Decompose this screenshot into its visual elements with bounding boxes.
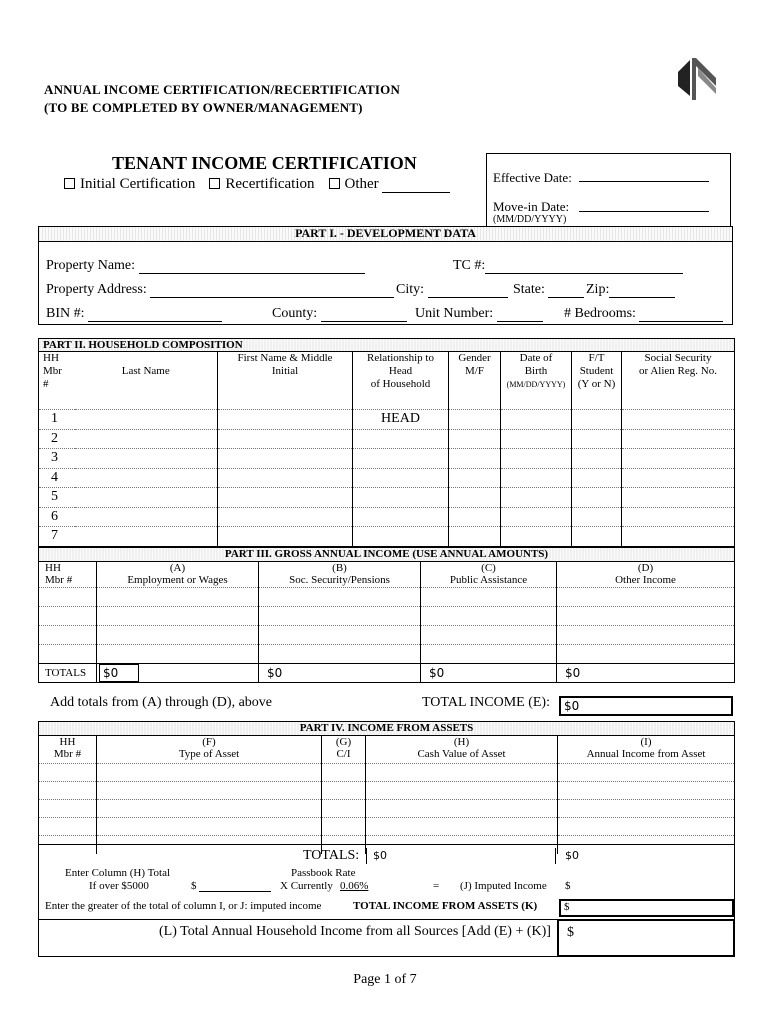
equals-sign: = <box>433 880 440 892</box>
currently-label: X Currently <box>280 880 333 892</box>
ssn-cell[interactable] <box>622 429 735 449</box>
total-c-field[interactable]: $0 <box>429 666 445 680</box>
employment-cell[interactable] <box>97 645 259 664</box>
col-a-label: Employment or Wages <box>127 574 228 586</box>
annual-income-cell[interactable] <box>558 782 735 800</box>
annual-income-cell[interactable] <box>558 764 735 782</box>
col-relationship <box>353 352 449 410</box>
annual-income-cell[interactable] <box>558 818 735 836</box>
last-name-cell[interactable] <box>75 488 218 508</box>
annual-income-cell[interactable] <box>558 800 735 818</box>
if-over-label: If over $5000 <box>89 880 149 892</box>
zip-field[interactable] <box>609 282 675 298</box>
col-hh-line1: HH <box>43 352 59 364</box>
dob-cell[interactable] <box>501 410 572 430</box>
col-c-label: Public Assistance <box>449 574 528 586</box>
public-assistance-cell[interactable] <box>421 626 557 645</box>
first-name-cell[interactable] <box>218 507 353 527</box>
ssn-cell[interactable] <box>622 468 735 488</box>
col-employment <box>97 562 259 588</box>
col-f-label: Type of Asset <box>178 748 240 760</box>
ssn-cell[interactable] <box>622 410 735 430</box>
student-cell[interactable] <box>572 507 622 527</box>
col-hh-mbr <box>39 352 75 410</box>
asset-row <box>39 800 735 818</box>
total-household-income-row <box>38 919 735 957</box>
dob-cell[interactable] <box>501 449 572 469</box>
cash-value-cell[interactable] <box>366 764 558 782</box>
last-name-cell[interactable] <box>75 429 218 449</box>
income-row <box>39 626 735 645</box>
col-b-label: Soc. Security/Pensions <box>289 574 390 586</box>
student-cell[interactable] <box>572 449 622 469</box>
other-income-cell[interactable] <box>557 626 735 645</box>
effective-date-field[interactable] <box>579 168 709 182</box>
public-assistance-cell[interactable] <box>421 645 557 664</box>
ci-cell[interactable] <box>322 818 366 836</box>
row-number: 2 <box>39 429 75 449</box>
gender-cell[interactable] <box>449 449 501 469</box>
ci-cell[interactable] <box>322 782 366 800</box>
public-assistance-cell[interactable] <box>421 607 557 626</box>
relationship-cell[interactable] <box>353 449 449 469</box>
other-income-cell[interactable] <box>557 645 735 664</box>
property-address-field[interactable] <box>150 282 394 298</box>
bin-field[interactable] <box>88 306 222 322</box>
household-composition-table <box>38 338 735 547</box>
add-totals-instruction: Add totals from (A) through (D), above <box>50 695 273 710</box>
col-hh-line1: HH <box>45 562 61 574</box>
asset-row <box>39 764 735 782</box>
agency-logo-icon <box>676 56 718 100</box>
assets-totals-section <box>38 844 735 919</box>
asset-row <box>39 782 735 800</box>
tc-field[interactable] <box>485 258 683 274</box>
city-field[interactable] <box>428 282 508 298</box>
student-cell[interactable] <box>572 488 622 508</box>
part4-title: PART IV. INCOME FROM ASSETS <box>39 722 735 736</box>
city-label: City: <box>396 282 425 297</box>
initial-certification-option[interactable] <box>64 176 195 193</box>
property-name-field[interactable] <box>139 258 365 274</box>
other-checkbox[interactable] <box>329 178 340 189</box>
dates-box <box>486 153 731 227</box>
col-other-income <box>557 562 735 588</box>
soc-security-cell[interactable] <box>259 607 421 626</box>
relationship-cell[interactable] <box>353 507 449 527</box>
dob-cell[interactable] <box>501 468 572 488</box>
unit-number-row <box>415 306 543 322</box>
gender-cell[interactable] <box>449 507 501 527</box>
household-row <box>39 449 735 469</box>
other-field[interactable] <box>382 179 450 193</box>
household-row <box>39 410 735 430</box>
county-label: County: <box>272 306 318 321</box>
employment-cell[interactable] <box>97 607 259 626</box>
income-row <box>39 607 735 626</box>
col-hh-line3: # <box>43 378 49 390</box>
hh-mbr-cell[interactable] <box>39 764 97 782</box>
col-b-letter: (B) <box>332 562 347 574</box>
gender-cell[interactable] <box>449 488 501 508</box>
first-name-cell[interactable] <box>218 468 353 488</box>
col-c-letter: (C) <box>481 562 496 574</box>
first-name-cell[interactable] <box>218 410 353 430</box>
gender-cell[interactable] <box>449 527 501 547</box>
part3-title: PART III. GROSS ANNUAL INCOME (USE ANNUAL AMOUNTS) <box>39 548 735 562</box>
imputed-income-field[interactable]: $ <box>565 880 571 892</box>
income-from-assets-table <box>38 721 735 854</box>
asset-type-cell[interactable] <box>97 800 322 818</box>
relationship-cell[interactable] <box>353 429 449 449</box>
last-name-cell[interactable] <box>75 527 218 547</box>
col-hh-line2: Mbr # <box>53 748 82 760</box>
zip-label: Zip: <box>586 282 610 297</box>
unit-number-field[interactable] <box>497 306 543 322</box>
soc-security-cell[interactable] <box>259 626 421 645</box>
col-g-letter: (G) <box>335 736 352 748</box>
col-dob-line2: Birth <box>524 365 548 377</box>
other-income-cell[interactable] <box>557 607 735 626</box>
household-row <box>39 527 735 547</box>
total-household-income-field[interactable]: $ <box>557 919 735 957</box>
col-hh-line1: HH <box>59 736 76 748</box>
gender-cell[interactable] <box>449 468 501 488</box>
col-gender-line2: M/F <box>465 365 484 377</box>
ssn-cell[interactable] <box>622 449 735 469</box>
first-name-cell[interactable] <box>218 488 353 508</box>
city-row <box>396 282 508 298</box>
col-hh-line2: Mbr # <box>45 574 73 586</box>
total-assets-field[interactable]: $ <box>559 899 734 917</box>
cash-value-cell[interactable] <box>366 782 558 800</box>
col-cash-value <box>366 736 558 764</box>
col-first-line1: First Name & Middle <box>237 352 333 364</box>
page-number: Page 1 of 7 <box>353 972 417 987</box>
household-row <box>39 488 735 508</box>
row-number: 7 <box>39 527 75 547</box>
col-first-line2: Initial <box>271 365 299 377</box>
other-option[interactable] <box>329 176 451 193</box>
move-in-date-label: Move-in Date: <box>493 199 570 214</box>
total-assets-label: TOTAL INCOME FROM ASSETS (K) <box>353 900 538 912</box>
other-label: Other <box>344 176 379 192</box>
row-number: 4 <box>39 468 75 488</box>
totals-label: TOTALS <box>39 664 97 683</box>
student-cell[interactable] <box>572 468 622 488</box>
student-cell[interactable] <box>572 410 622 430</box>
first-name-cell[interactable] <box>218 527 353 547</box>
household-row <box>39 429 735 449</box>
initial-label: Initial Certification <box>80 176 196 192</box>
col-d-label: Other Income <box>615 574 676 586</box>
total-a-field[interactable]: $0 <box>99 664 139 682</box>
dob-cell[interactable] <box>501 507 572 527</box>
total-annual-income-field[interactable]: $0 <box>565 849 579 862</box>
col-ssn-line2: or Alien Reg. No. <box>639 365 717 377</box>
first-name-cell[interactable] <box>218 429 353 449</box>
col-hh-mbr <box>39 562 97 588</box>
row-number: 5 <box>39 488 75 508</box>
col-ci <box>322 736 366 764</box>
asset-type-cell[interactable] <box>97 782 322 800</box>
row-number: 6 <box>39 507 75 527</box>
gross-income-table <box>38 547 735 683</box>
first-name-cell[interactable] <box>218 449 353 469</box>
student-cell[interactable] <box>572 527 622 547</box>
col-d-letter: (D) <box>637 562 654 574</box>
public-assistance-cell[interactable] <box>421 588 557 607</box>
dob-cell[interactable] <box>501 527 572 547</box>
ci-cell[interactable] <box>322 800 366 818</box>
relationship-cell[interactable]: HEAD <box>353 410 449 430</box>
state-row <box>513 282 584 298</box>
part2-title: PART II. HOUSEHOLD COMPOSITION <box>39 339 735 352</box>
gender-cell[interactable] <box>449 410 501 430</box>
county-row <box>272 306 407 322</box>
col-dob <box>501 352 572 410</box>
unit-number-label: Unit Number: <box>415 306 494 321</box>
bin-label: BIN #: <box>46 306 85 321</box>
hh-mbr-cell[interactable] <box>39 607 97 626</box>
recert-checkbox[interactable] <box>209 178 220 189</box>
income-row <box>39 588 735 607</box>
effective-date-label: Effective Date: <box>493 170 572 185</box>
cash-value-cell[interactable] <box>366 818 558 836</box>
col-last-name: Last Name <box>75 352 218 410</box>
hh-mbr-cell[interactable] <box>39 645 97 664</box>
recert-label: Recertification <box>225 176 315 192</box>
col-gender <box>449 352 501 410</box>
col-soc-security <box>259 562 421 588</box>
recertification-option[interactable] <box>209 176 314 193</box>
total-b-field[interactable]: $0 <box>267 666 283 680</box>
col-ft-line3: (Y or N) <box>577 378 616 390</box>
ssn-cell[interactable] <box>622 507 735 527</box>
bedrooms-field[interactable] <box>639 306 723 322</box>
enter-col-h-label: Enter Column (H) Total <box>65 867 171 879</box>
col-dob-line3: (MM/DD/YYYY) <box>506 380 566 389</box>
tc-row <box>453 258 683 274</box>
last-name-cell[interactable] <box>75 410 218 430</box>
bin-row <box>46 306 222 322</box>
col-rel-line1: Relationship to <box>367 352 434 364</box>
col-annual-income <box>558 736 735 764</box>
row-number: 1 <box>39 410 75 430</box>
relationship-cell[interactable] <box>353 488 449 508</box>
hh-mbr-cell[interactable] <box>39 588 97 607</box>
col-ft-line1: F/T <box>588 352 605 364</box>
form-header-title: ANNUAL INCOME CERTIFICATION/RECERTIFICATION <box>44 82 401 97</box>
col-hh-mbr <box>39 736 97 764</box>
col-rel-line2: Head <box>388 365 413 377</box>
employment-cell[interactable] <box>97 626 259 645</box>
income-row <box>39 645 735 664</box>
household-row <box>39 468 735 488</box>
col-i-label: Annual Income from Asset <box>586 748 706 760</box>
initial-checkbox[interactable] <box>64 178 75 189</box>
student-cell[interactable] <box>572 429 622 449</box>
col-g-label: C/I <box>336 748 351 760</box>
total-household-income-label: (L) Total Annual Household Income from all Sources [Add (E) + (K)] <box>159 924 551 939</box>
col-dob-line1: Date of <box>519 352 553 364</box>
col-a-letter: (A) <box>169 562 186 574</box>
hh-mbr-cell[interactable] <box>39 800 97 818</box>
property-name-label: Property Name: <box>46 258 136 273</box>
last-name-cell[interactable] <box>75 468 218 488</box>
certification-type-options <box>64 176 450 193</box>
col-h-dollar-label: $ <box>191 880 197 892</box>
form-title: TENANT INCOME CERTIFICATION <box>112 153 417 173</box>
row-number: 3 <box>39 449 75 469</box>
date-format-hint: (MM/DD/YYYY) <box>493 214 567 225</box>
passbook-rate-label: Passbook Rate <box>291 867 356 879</box>
state-field[interactable] <box>548 282 584 298</box>
zip-row <box>586 282 675 298</box>
last-name-cell[interactable] <box>75 449 218 469</box>
col-first-name <box>218 352 353 410</box>
soc-security-cell[interactable] <box>259 588 421 607</box>
hh-mbr-cell[interactable] <box>39 626 97 645</box>
col-ft-line2: Student <box>579 365 614 377</box>
gender-cell[interactable] <box>449 429 501 449</box>
col-h-label: Cash Value of Asset <box>417 748 506 760</box>
col-rel-line3: of Household <box>370 378 431 390</box>
move-in-date-field[interactable] <box>579 198 709 212</box>
form-header-subtitle: (TO BE COMPLETED BY OWNER/MANAGEMENT) <box>44 100 363 115</box>
relationship-cell[interactable] <box>353 468 449 488</box>
asset-type-cell[interactable] <box>97 818 322 836</box>
total-income-label: TOTAL INCOME (E): <box>422 695 550 710</box>
total-d-field[interactable]: $0 <box>565 666 581 680</box>
dob-cell[interactable] <box>501 429 572 449</box>
property-address-label: Property Address: <box>46 282 147 297</box>
total-cash-value-field[interactable]: $0 <box>366 848 556 864</box>
relationship-cell[interactable] <box>353 527 449 547</box>
employment-cell[interactable] <box>97 588 259 607</box>
col-ft-student <box>572 352 622 410</box>
state-label: State: <box>513 282 545 297</box>
household-row <box>39 507 735 527</box>
total-income-field[interactable]: $0 <box>559 696 733 716</box>
col-h-letter: (H) <box>453 736 470 748</box>
col-h-total-field[interactable] <box>199 891 271 892</box>
part1-title: PART I. - DEVELOPMENT DATA <box>38 226 733 242</box>
tc-label: TC #: <box>453 258 486 273</box>
col-hh-line2: Mbr <box>43 365 62 377</box>
county-field[interactable] <box>321 306 407 322</box>
development-data-section <box>38 242 733 325</box>
property-address-row <box>46 282 394 298</box>
asset-row <box>39 818 735 836</box>
hh-mbr-cell[interactable] <box>39 782 97 800</box>
other-income-cell[interactable] <box>557 588 735 607</box>
ssn-cell[interactable] <box>622 488 735 508</box>
col-asset-type <box>97 736 322 764</box>
passbook-rate-value: 0.06% <box>340 880 369 892</box>
greater-instruction: Enter the greater of the total of column I, or J: imputed income <box>45 900 322 912</box>
bedrooms-row <box>564 306 723 322</box>
col-ssn <box>622 352 735 410</box>
hh-mbr-cell[interactable] <box>39 818 97 836</box>
col-gender-line1: Gender <box>458 352 491 364</box>
soc-security-cell[interactable] <box>259 645 421 664</box>
cash-value-cell[interactable] <box>366 800 558 818</box>
col-public-assistance <box>421 562 557 588</box>
bedrooms-label: # Bedrooms: <box>564 306 636 321</box>
ssn-cell[interactable] <box>622 527 735 547</box>
dob-cell[interactable] <box>501 488 572 508</box>
col-i-letter: (I) <box>640 736 652 748</box>
asset-type-cell[interactable] <box>97 764 322 782</box>
last-name-cell[interactable] <box>75 507 218 527</box>
col-f-letter: (F) <box>202 736 216 748</box>
col-ssn-line1: Social Security <box>644 352 712 364</box>
assets-totals-label: TOTALS: <box>303 848 360 863</box>
property-name-row <box>46 258 365 274</box>
imputed-income-label: (J) Imputed Income <box>460 880 547 892</box>
ci-cell[interactable] <box>322 764 366 782</box>
